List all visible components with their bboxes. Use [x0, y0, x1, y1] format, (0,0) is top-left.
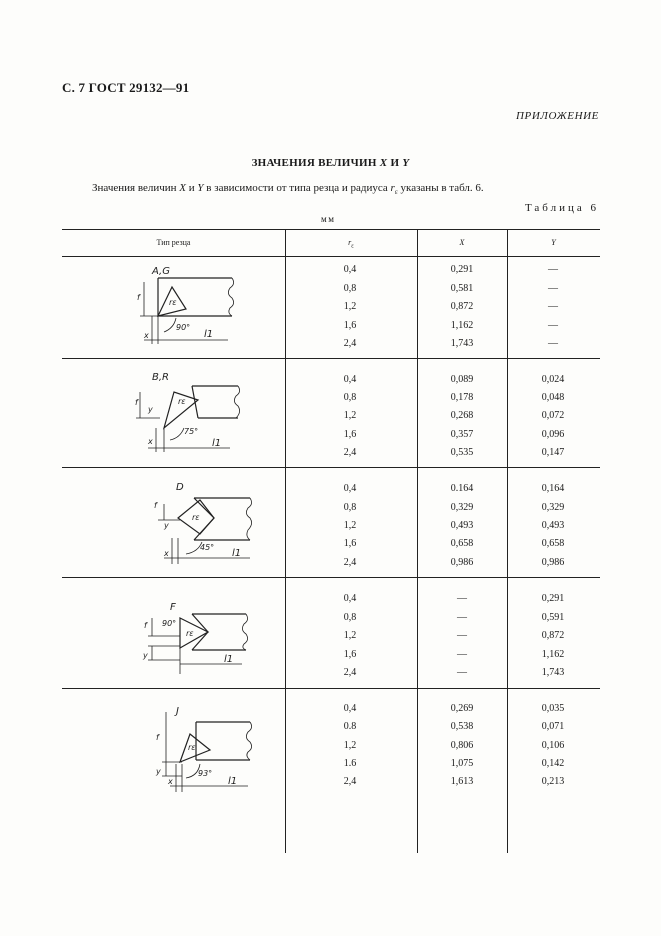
- cell-x: 0.164: [450, 483, 474, 494]
- col-header-x-label: X: [459, 238, 465, 247]
- cell-r: 2,4: [343, 557, 357, 568]
- cell-r: 2,4: [343, 338, 357, 349]
- sketch-d-re: rε: [192, 513, 200, 522]
- cell-x: 0,658: [450, 538, 474, 549]
- column-divider-1: [285, 229, 286, 853]
- cell-r: 0,4: [343, 593, 357, 604]
- tool-sketch-f: [140, 598, 255, 678]
- cell-x: 0,581: [450, 283, 474, 294]
- cell-r: 0,8: [343, 283, 357, 294]
- units-label: мм: [321, 214, 336, 224]
- cell-x: 1,743: [450, 338, 474, 349]
- sketch-f-f: f: [144, 621, 147, 630]
- cell-r: 0,8: [343, 612, 357, 623]
- group-divider-2: [62, 467, 600, 468]
- cell-x: 0,493: [450, 520, 474, 531]
- title-and: И: [390, 157, 400, 169]
- cell-r: 1,2: [343, 520, 357, 531]
- sketch-f-letter: F: [170, 602, 176, 613]
- group-divider-1: [62, 358, 600, 359]
- cell-y: —: [548, 338, 558, 349]
- cell-r: 1,2: [343, 630, 357, 641]
- table-top-rule: [62, 229, 600, 230]
- sketch-j-y: y: [156, 767, 161, 776]
- cell-y: 0,291: [541, 593, 565, 604]
- col-header-r: [285, 238, 417, 250]
- col-header-x: [417, 238, 507, 247]
- cell-x: 0,268: [450, 410, 474, 421]
- sketch-ag-f: f: [137, 293, 140, 302]
- cell-y: 0,096: [541, 429, 565, 440]
- sketch-j-angle: 93°: [198, 769, 213, 778]
- cell-r: 1,6: [343, 429, 357, 440]
- col-header-r-sub: ε: [351, 243, 354, 250]
- cell-y: 0,213: [541, 776, 565, 787]
- cell-x: 0,535: [450, 447, 474, 458]
- sketch-ag-x: x: [144, 331, 149, 340]
- group-divider-4: [62, 688, 600, 689]
- sketch-j-x: x: [168, 777, 173, 786]
- intro-text-3: в зависимости от типа резца и радиуса: [203, 182, 391, 194]
- sketch-br-x: x: [148, 437, 153, 446]
- table-header-rule: [62, 256, 600, 257]
- sketch-ag-l: l1: [204, 329, 214, 340]
- table-caption: Таблица 6: [524, 202, 599, 214]
- cell-y: 0,591: [541, 612, 565, 623]
- cell-x: 0,291: [450, 264, 474, 275]
- sketch-f-l: l1: [224, 654, 234, 665]
- sketch-d-angle: 45°: [200, 543, 215, 552]
- sketch-f-re: rε: [186, 629, 194, 638]
- cell-y: 0,986: [541, 557, 565, 568]
- sketch-f-y: y: [143, 651, 148, 660]
- cell-r: 0,4: [343, 483, 357, 494]
- cell-y: 0,658: [541, 538, 565, 549]
- cell-r: 0,4: [343, 703, 357, 714]
- tool-sketch-ag: [130, 262, 240, 352]
- intro-y: Y: [197, 182, 204, 194]
- intro-r: r: [390, 182, 395, 194]
- sketch-d-y: y: [164, 521, 169, 530]
- column-divider-2: [417, 229, 418, 853]
- cell-r: 2,4: [343, 667, 357, 678]
- cell-x: —: [457, 630, 467, 641]
- title-prefix: ЗНАЧЕНИЯ ВЕЛИЧИН: [251, 157, 377, 169]
- cell-x: 0,329: [450, 502, 474, 513]
- cell-r: 2,4: [343, 776, 357, 787]
- sketch-d-letter: D: [176, 482, 184, 493]
- column-divider-3: [507, 229, 508, 853]
- cell-y: 0,071: [541, 721, 565, 732]
- col-header-type: Тип резца: [156, 238, 191, 247]
- cell-r: 1.6: [343, 758, 357, 769]
- sketch-ag-re: rε: [169, 298, 177, 307]
- intro-text-4: указаны в табл. 6.: [397, 182, 484, 194]
- cell-r: 1,6: [343, 538, 357, 549]
- cell-x: 1,613: [450, 776, 474, 787]
- cell-x: 1,162: [450, 320, 474, 331]
- sketch-ag-letter: A,G: [152, 266, 170, 277]
- cell-r: 0,4: [343, 374, 357, 385]
- section-title: [0, 157, 661, 169]
- cell-y: 0,072: [541, 410, 565, 421]
- intro-r-sub: ε: [394, 188, 398, 197]
- sketch-br-re: rε: [178, 397, 186, 406]
- cell-y: 0,106: [541, 740, 565, 751]
- cell-y: —: [548, 283, 558, 294]
- sketch-f-angle: 90°: [162, 619, 177, 628]
- cell-x: 1,075: [450, 758, 474, 769]
- group-divider-3: [62, 577, 600, 578]
- cell-y: 0,142: [541, 758, 565, 769]
- sketch-br-angle: 75°: [184, 427, 199, 436]
- cell-y: 0,164: [541, 483, 565, 494]
- cell-r: 0.8: [343, 721, 357, 732]
- sketch-d-f: f: [154, 501, 157, 510]
- cell-r: 1,6: [343, 320, 357, 331]
- cell-r: 1,2: [343, 740, 357, 751]
- sketch-d-x: x: [164, 549, 169, 558]
- page-header: С. 7 ГОСТ 29132—91: [62, 80, 190, 95]
- cell-y: 0,147: [541, 447, 565, 458]
- sketch-j-f: f: [156, 733, 159, 742]
- col-header-y: [507, 238, 600, 247]
- cell-x: 0,872: [450, 301, 474, 312]
- cell-y: —: [548, 301, 558, 312]
- cell-x: —: [457, 649, 467, 660]
- cell-y: 1,743: [541, 667, 565, 678]
- cell-y: —: [548, 264, 558, 275]
- intro-text-2: и: [186, 182, 198, 194]
- sketch-ag-angle: 90°: [176, 323, 191, 332]
- cell-x: 0,986: [450, 557, 474, 568]
- tool-sketch-br: [130, 368, 245, 456]
- cell-y: 0,872: [541, 630, 565, 641]
- cell-x: —: [457, 593, 467, 604]
- sketch-br-letter: B,R: [152, 372, 169, 383]
- cell-x: 0,357: [450, 429, 474, 440]
- cell-x: 0,806: [450, 740, 474, 751]
- cell-y: 0,035: [541, 703, 565, 714]
- cell-y: 0,024: [541, 374, 565, 385]
- cell-y: 0,048: [541, 392, 565, 403]
- cell-y: 0,329: [541, 502, 565, 513]
- col-header-y-label: Y: [551, 238, 556, 247]
- tool-sketch-d: [150, 478, 260, 568]
- intro-text-1: Значения величин: [92, 182, 180, 194]
- sketch-br-f: f: [135, 398, 138, 407]
- sketch-j-letter: J: [176, 706, 179, 717]
- sketch-j-l: l1: [228, 776, 238, 787]
- sketch-j-re: rε: [188, 743, 196, 752]
- appendix-label: ПРИЛОЖЕНИЕ: [516, 110, 599, 122]
- cell-r: 0,8: [343, 392, 357, 403]
- sketch-d-l: l1: [232, 548, 242, 559]
- title-x: X: [379, 157, 388, 169]
- intro-x: X: [179, 182, 187, 194]
- intro-paragraph: [92, 182, 484, 196]
- cell-x: 0,089: [450, 374, 474, 385]
- cell-r: 0,8: [343, 502, 357, 513]
- cell-r: 2,4: [343, 447, 357, 458]
- cell-r: 1,2: [343, 410, 357, 421]
- cell-y: 1,162: [541, 649, 565, 660]
- cell-x: 0,178: [450, 392, 474, 403]
- cell-x: 0,538: [450, 721, 474, 732]
- cell-x: —: [457, 667, 467, 678]
- title-y: Y: [402, 157, 410, 169]
- cell-r: 1,6: [343, 649, 357, 660]
- cell-r: 1,2: [343, 301, 357, 312]
- col-header-r-main: r: [348, 238, 352, 247]
- tool-sketch-j: [152, 702, 257, 794]
- cell-r: 0,4: [343, 264, 357, 275]
- cell-y: —: [548, 320, 558, 331]
- cell-y: 0,493: [541, 520, 565, 531]
- cell-x: —: [457, 612, 467, 623]
- sketch-br-l: l1: [212, 438, 222, 449]
- cell-x: 0,269: [450, 703, 474, 714]
- sketch-br-y: y: [148, 405, 153, 414]
